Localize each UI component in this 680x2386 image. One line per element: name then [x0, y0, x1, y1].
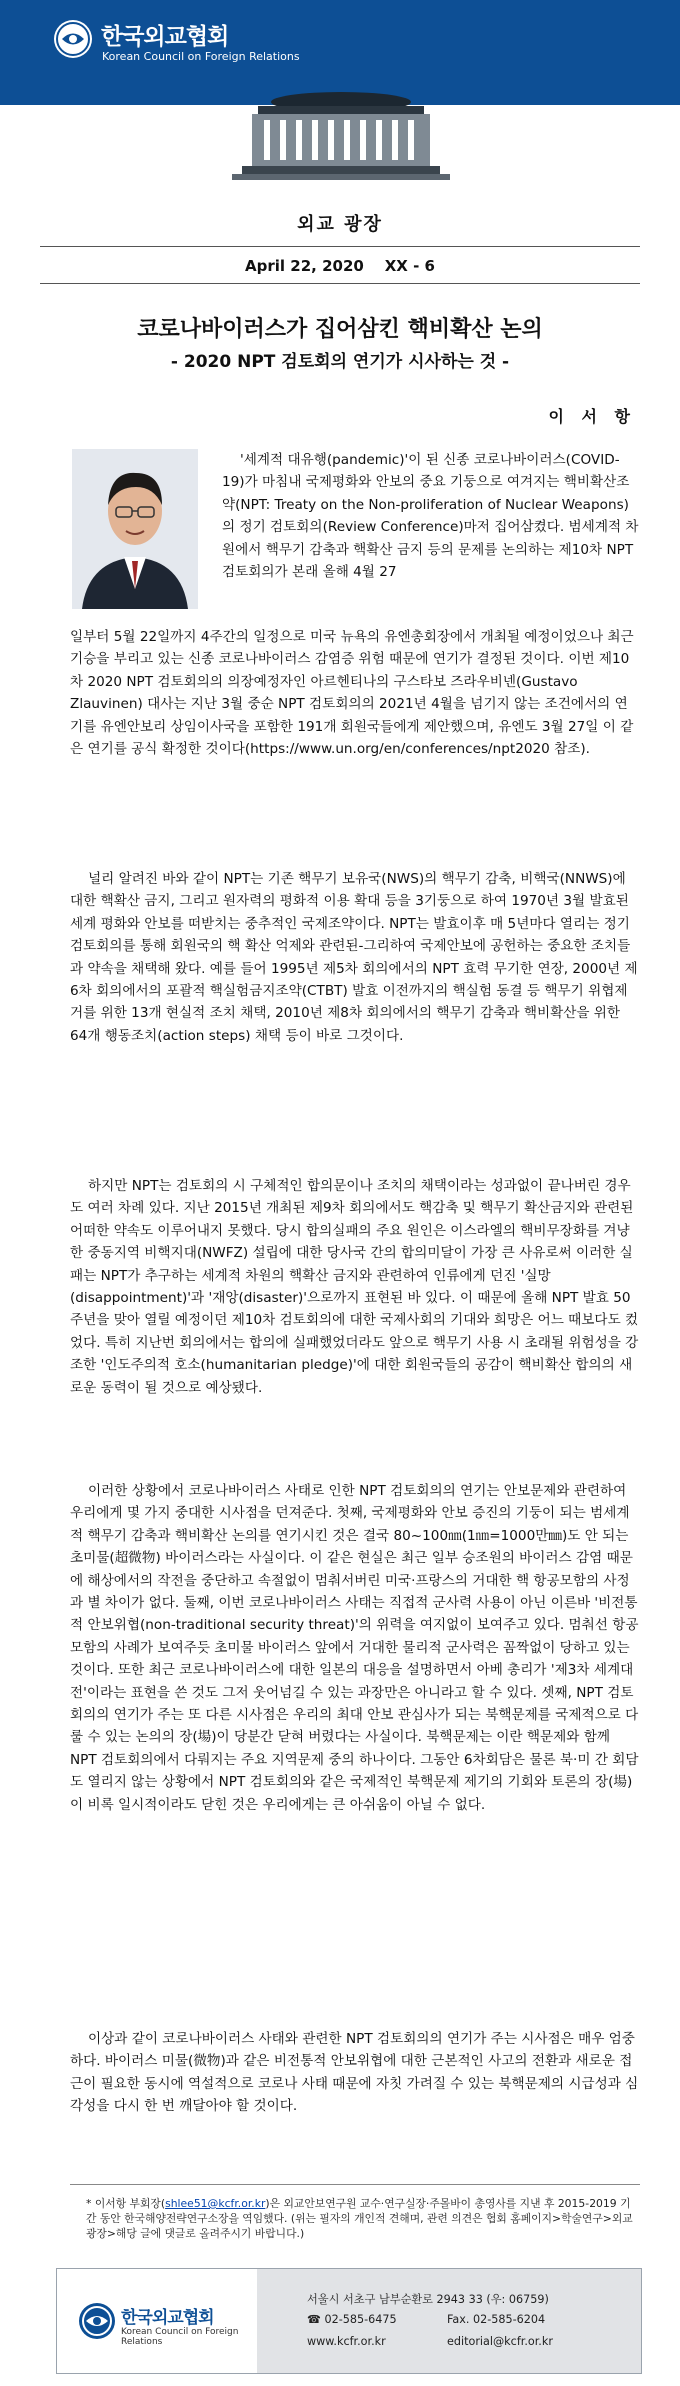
building-emblem — [212, 88, 470, 200]
issue-number: XX - 6 — [384, 257, 435, 275]
footer-org-name-ko: 한국외교협회 — [121, 2308, 214, 2328]
kcfr-logo — [54, 20, 92, 58]
org-name-en: Korean Council on Foreign Relations — [102, 50, 300, 63]
footnote-rule — [70, 2184, 640, 2185]
footer-address: 서울시 서초구 남부순환로 2943 33 (우: 06759) — [307, 2293, 549, 2306]
issue-top-rule — [40, 246, 640, 247]
paragraph-2: 널리 알려진 바와 같이 NPT는 기존 핵무기 보유국(NWS)의 핵무기 감축, 비핵국(NNWS)에 대한 핵확산 금지, 그리고 원자력의 평화적 이용 확대 등을 3기둥으로 하여 1970년 3월 발효된 세계 평화와 안보를 떠받치는 중추적인 국제조약이다. NPT는 발효이후 매 5년마다 열리는 정기 검토회의를 통해 회원국의 핵 확산 억제와 관련된-그리하여 국제안보에 공헌하는 중요한 조치들과 약속을 채택해 왔다. 예를 들어 1995년 제5차 회의에서의 NPT 효력 무기한 연장, 2000년 제6차 회의에서의 포괄적 핵실험금지조약(CTBT) 발효 이전까지의 핵실험 동결 등 핵무기 위협제거를 위한 13개 현실적 조치 채택, 2010년 제8차 회의에서의 핵무기 감축과 핵비확산을 위한 64개 행동조치(action steps) 채택 등이 바로 그것이다. — [70, 871, 638, 1044]
author-photo — [72, 449, 198, 609]
author-name: 이 서 항 — [548, 407, 636, 426]
issue-bottom-rule — [40, 283, 640, 284]
footer-contact — [257, 2269, 641, 2373]
paragraph-1-intro: '세계적 대유행(pandemic)'이 된 신종 코로나바이러스(COVID-19)가 마침내 국제평화와 안보의 중요 기둥으로 여겨지는 핵비확산조약(NPT: Treaty on the Non-proliferation of Nuclear Weapons)의 정기 검토회의(Review Conference)마저 집어삼켰다. 범세계적 차원에서 핵무기 감축과 핵확산 금지 등의 문제를 논의하는 제10차 NPT 검토회의가 본래 올해 4월 27 — [222, 452, 639, 581]
footer-logo-icon — [79, 2303, 115, 2339]
paragraph-1-continued: 일부터 5월 22일까지 4주간의 일정으로 미국 뉴욕의 유엔총회장에서 개최될 예정이었으나 최근 기승을 부리고 있는 신종 코로나바이러스 감염증 위험 때문에 연기가 결정된 것이다. 이번 제10차 2020 NPT 검토회의의 의장예정자인 아르헨티나의 구스타보 즈라우비넨(Gustavo Zlauvinen) 대사는 지난 3월 중순 NPT 검토회의의 2021년 4월을 넘기지 않는 조건에서의 연기를 유엔안보리 상임이사국을 포함한 191개 회원국들에게 제안했으며, 유엔도 3월 27일 이 같은 연기를 공식 확정한 것이다(https://www.un.org/en/conferences/npt2020 참조). — [70, 629, 634, 758]
footer-website-link[interactable]: www.kcfr.or.kr — [307, 2335, 386, 2348]
publication-name: 외교 광장 — [297, 214, 383, 235]
author-footnote — [86, 2196, 640, 2241]
paragraph-4: 이러한 상황에서 코로나바이러스 사태로 인한 NPT 검토회의의 연기는 안보문제와 관련하여 우리에게 몇 가지 중대한 시사점을 던져준다. 첫째, 국제평화와 안보 증진의 기둥이 되는 범세계적 핵무기 감축과 핵비확산 논의를 연기시킨 것은 결국 80~100㎚(1㎚=1000만㎜)도 안 되는 초미물(超微物) 바이러스라는 사실이다. 이 같은 현실은 최근 일부 승조원의 바이러스 감염 때문에 해상에서의 작전을 중단하고 속절없이 멈춰서버린 미국·프랑스의 거대한 핵 항공모함의 사정과 별 차이가 없다. 둘째, 이번 코로나바이러스 사태는 직접적 군사력 사용이 아닌 이른바 '비전통적 안보위협(non-traditional security threat)'의 위력을 여지없이 보여주고 있다. 멈춰선 항공모함의 사례가 보여주듯 초미물 바이러스 앞에서 거대한 물리적 군사력은 꼼짝없이 당하고 있는 것이다. 또한 최근 코로나바이러스에 대한 일본의 대응을 설명하면서 아베 총리가 '제3차 세계대전'이라는 표현을 쓴 것도 그저 웃어넘길 수 있는 과장만은 아니라고 할 수 있다. 셋째, NPT 검토회의의 연기가 주는 또 다른 시사점은 우리의 최대 안보 관심사가 되는 북핵문제를 국제적으로 다룰 수 있는 논의의 장(場)이 당분간 닫혀 버렸다는 사실이다. 북핵문제는 이란 핵문제와 함께 NPT 검토회의에서 다뤄지는 주요 지역문제 중의 하나이다. 그동안 6차회담은 물론 북·미 간 회담도 열리지 않는 상황에서 NPT 검토회의와 같은 국제적인 북핵문제 제기의 기회와 토론의 장(場)이 비록 일시적이라도 닫힌 것은 우리에게는 큰 아쉬움이 아닐 수 없다. — [70, 1483, 639, 1813]
issue-line — [0, 257, 680, 275]
org-name-ko: 한국외교협회 — [101, 24, 229, 50]
footer-fax: Fax. 02-585-6204 — [447, 2313, 546, 2326]
footer-email-link[interactable]: editorial@kcfr.or.kr — [447, 2335, 553, 2348]
article-title: 코로나바이러스가 집어삼킨 핵비확산 논의 — [137, 317, 543, 342]
article-subtitle: - 2020 NPT 검토회의 연기가 시사하는 것 - — [170, 352, 510, 372]
paragraph-3: 하지만 NPT는 검토회의 시 구체적인 합의문이나 조치의 채택이라는 성과없이 끝나버린 경우도 여러 차례 있다. 지난 2015년 개최된 제9차 회의에서도 핵감축 및 핵무기 확산금지와 관련된 어떠한 약속도 이루어내지 못했다. 당시 합의실패의 주요 원인은 이스라엘의 핵비무장화를 겨냥한 중동지역 비핵지대(NWFZ) 설립에 대한 당사국 간의 합의미달이 가장 큰 사유로써 이러한 실패는 NPT가 추구하는 세계적 차원의 핵확산 금지와 관련하여 인류에게 던진 '실망(disappointment)'과 '재앙(disaster)'으로까지 표현된 바 있다. 이 때문에 올해 NPT 발효 50주년을 맞아 열릴 예정이던 제10차 검토회의에 대한 국제사회의 기대와 희망은 어느 때보다도 컸었다. 특히 지난번 회의에서는 합의에 실패했었더라도 앞으로 핵무기 사용 시 초래될 위험성을 강조한 '인도주의적 호소(humanitarian pledge)'에 대한 회원국들의 공감이 핵비확산 합의의 새로운 동력이 될 것으로 예상됐다. — [70, 1178, 639, 1396]
issue-date: April 22, 2020 — [245, 257, 364, 275]
footnote-prefix: * 이서항 부회장( — [86, 2197, 166, 2210]
footer-brand — [57, 2269, 257, 2373]
footer — [56, 2268, 642, 2374]
footnote-suffix: )은 외교안보연구원 교수·연구실장·주몰바이 총영사를 지낸 후 2015-2019 기간 동안 한국해양전략연구소장을 역임했다. (위는 필자의 개인적 견해며, 관련 의견은 협회 홈페이지>학술연구>외교광장>해당 글에 댓글로 올려주시기 바랍니다.) — [86, 2197, 633, 2240]
paragraph-5: 이상과 같이 코로나바이러스 사태와 관련한 NPT 검토회의의 연기가 주는 시사점은 매우 엄중하다. 바이러스 미물(微物)과 같은 비전통적 안보위협에 대한 근본적인 사고의 전환과 새로운 접근이 필요한 동시에 역설적으로 코로나 사태 때문에 자칫 가려질 수 있는 북핵문제의 시급성과 심각성을 다시 한 번 깨달아야 할 것이다. — [70, 2031, 639, 2115]
footer-org-name-en: Korean Council on Foreign Relations — [121, 2327, 239, 2347]
footnote-email-link[interactable]: shlee51@kcfr.or.kr — [165, 2197, 266, 2210]
footer-phone: ☎ 02-585-6475 — [307, 2313, 397, 2326]
